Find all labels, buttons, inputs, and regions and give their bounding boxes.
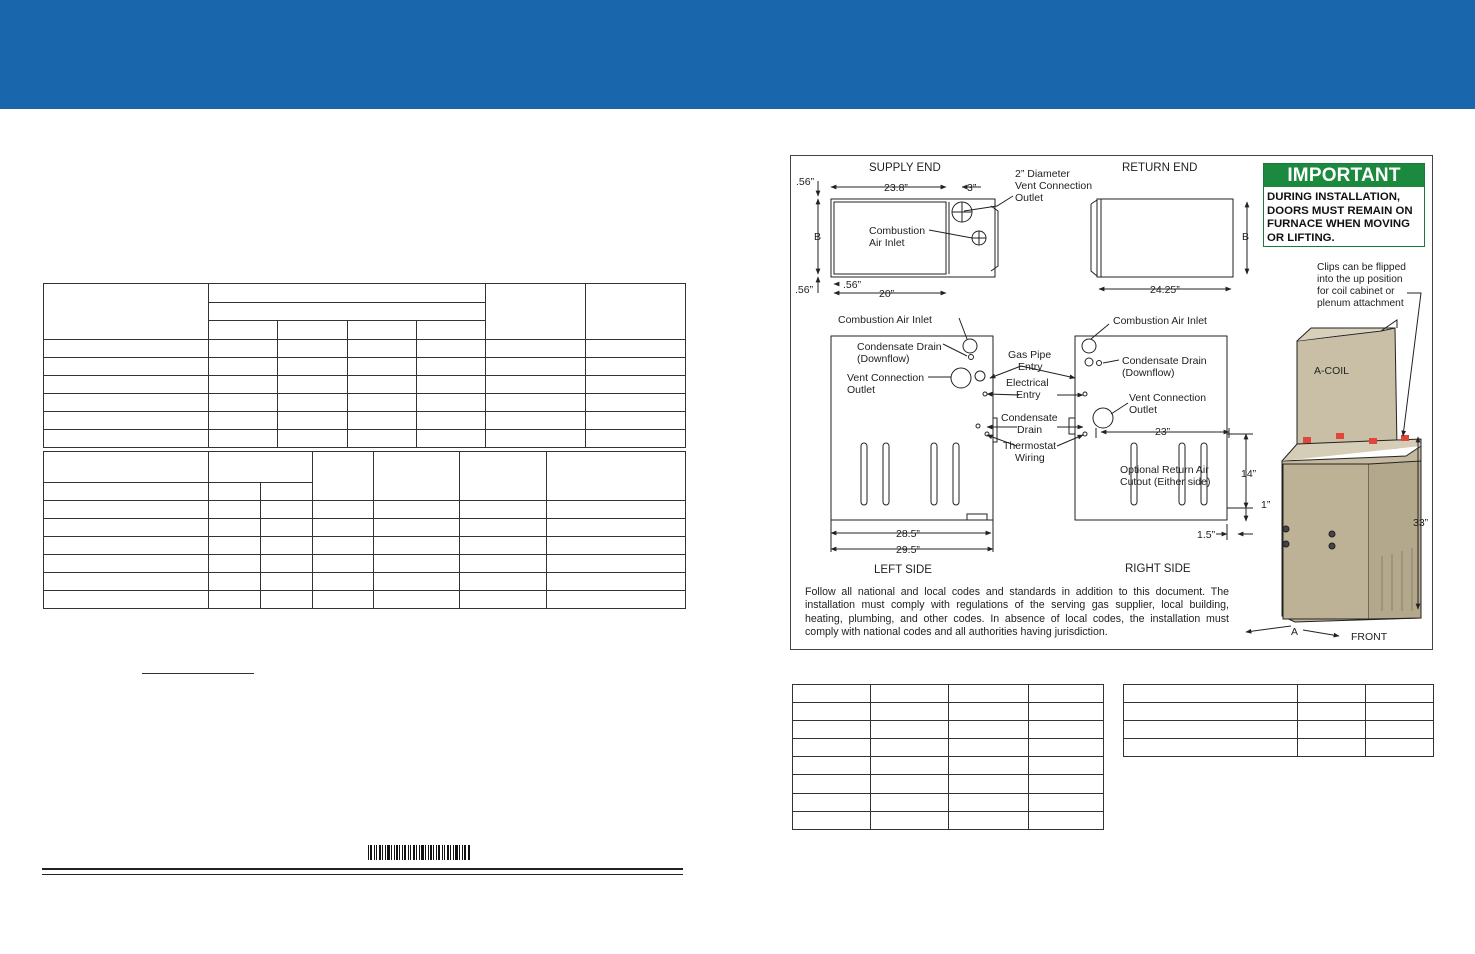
table-row — [44, 501, 686, 519]
table-row — [44, 573, 686, 591]
dim-1: 1” — [1261, 499, 1271, 511]
table-row — [44, 537, 686, 555]
front-label: FRONT — [1351, 631, 1388, 643]
important-title: IMPORTANT — [1264, 164, 1424, 187]
dim-b-left: B — [814, 231, 822, 243]
electrical-entry-1: Electrical — [1006, 377, 1049, 389]
supply-end-label: SUPPLY END — [869, 162, 941, 174]
right-combustion-inlet: Combustion Air Inlet — [1113, 315, 1207, 327]
dim-56-bottom: .56” — [795, 284, 814, 296]
clip-marker — [1401, 435, 1409, 441]
left-side-label: LEFT SIDE — [874, 564, 932, 576]
dim-20: 20” — [879, 288, 895, 300]
clip-marker — [1336, 433, 1344, 439]
table-row — [44, 412, 686, 430]
table-row — [44, 555, 686, 573]
dim-b-right: B — [1242, 231, 1250, 243]
left-vent-outlet-2: Outlet — [847, 384, 876, 396]
table-row — [44, 358, 686, 376]
a-coil-cabinet — [1297, 328, 1397, 456]
important-notice — [1263, 163, 1425, 247]
dim-28-5: 28.5” — [896, 528, 920, 540]
thermostat-wiring-2: Wiring — [1015, 452, 1045, 464]
table-row — [793, 721, 1104, 739]
dim-29-5: 29.5” — [896, 544, 920, 556]
supply-combustion-inlet-2: Air Inlet — [869, 237, 905, 249]
important-body: DURING INSTALLATION, DOORS MUST REMAIN ON FURNACE WHEN MOVING OR LIFTING. — [1267, 191, 1413, 244]
vent-outlet-top-2: Vent Connection — [1015, 180, 1093, 192]
spec-table-2 — [43, 451, 686, 609]
condensate-drain-2: Drain — [1017, 424, 1043, 436]
thermostat-wiring-1: Thermostat — [1003, 440, 1057, 452]
dim-1-5: 1.5” — [1197, 529, 1216, 541]
optional-return-air-1: Optional Return Air — [1120, 464, 1209, 476]
left-vent-outlet-1: Vent Connection — [847, 372, 925, 384]
table-row — [793, 757, 1104, 775]
clips-note-1: Clips can be flipped — [1317, 262, 1406, 273]
dim-33: 33” — [1413, 517, 1429, 529]
dim-56-top: .56” — [796, 176, 815, 188]
table-row — [44, 394, 686, 412]
right-condensate-drain-2: (Downflow) — [1122, 367, 1175, 379]
gas-pipe-entry-2: Entry — [1018, 361, 1043, 373]
table-row — [1124, 721, 1434, 739]
table-row — [793, 739, 1104, 757]
return-end-label: RETURN END — [1122, 162, 1198, 174]
right-vent-outlet-2: Outlet — [1129, 404, 1158, 416]
table-row — [44, 340, 686, 358]
table-row — [793, 775, 1104, 794]
clip-marker — [1303, 437, 1311, 443]
condensate-drain-1: Condensate — [1001, 412, 1058, 424]
spec-table-4 — [1123, 684, 1434, 757]
table-row — [793, 685, 1104, 703]
dim-23: 23” — [1155, 426, 1171, 438]
table-row — [44, 591, 686, 609]
right-vent-outlet-1: Vent Connection — [1129, 392, 1207, 404]
vent-outlet-top-3: Outlet — [1015, 192, 1044, 204]
spec-table-3 — [792, 684, 1104, 830]
clips-note-3: for coil cabinet or — [1317, 286, 1395, 297]
clips-note-2: into the up position — [1317, 274, 1403, 285]
dim-23-8: 23.8” — [884, 182, 908, 194]
footer-rule-thick — [42, 868, 683, 870]
clip-marker — [1369, 438, 1377, 444]
signature-line — [142, 673, 254, 674]
electrical-entry-2: Entry — [1016, 389, 1041, 401]
table-row — [44, 519, 686, 537]
return-end-box — [1097, 199, 1233, 277]
clips-note-4: plenum attachment — [1317, 298, 1404, 309]
table-row — [793, 703, 1104, 721]
dimensions-diagram — [790, 155, 1433, 650]
table-row — [793, 812, 1104, 830]
table-row — [44, 430, 686, 448]
dim-3: 3” — [967, 182, 977, 194]
optional-return-air-2: Cutout (Either side) — [1120, 476, 1211, 488]
dim-14: 14” — [1241, 468, 1257, 480]
right-side-label: RIGHT SIDE — [1125, 563, 1191, 575]
barcode-image — [368, 845, 470, 860]
table-row — [44, 376, 686, 394]
right-condensate-drain-1: Condensate Drain — [1122, 355, 1207, 367]
footer-rule-thin — [42, 874, 683, 875]
left-condensate-drain-1: Condensate Drain — [857, 341, 942, 353]
gas-pipe-entry-1: Gas Pipe — [1008, 349, 1052, 361]
table-row — [1124, 703, 1434, 721]
left-combustion-inlet: Combustion Air Inlet — [838, 314, 932, 326]
table-row — [1124, 685, 1434, 703]
codes-note: Follow all national and local codes and standards in addition to this document. The installation must comply with regulations of the serving gas supplier, local building, heating, plumbing, and other codes. In absence of local codes, the installation must comply with national codes and all authorities having jurisdiction. — [805, 586, 1229, 639]
dim-a: A — [1291, 626, 1299, 638]
vent-outlet-top-1: 2” Diameter — [1015, 168, 1070, 180]
header-banner — [0, 0, 1475, 109]
dim-56-inner: .56” — [843, 279, 862, 291]
spec-table-1 — [43, 283, 686, 448]
supply-combustion-inlet-1: Combustion — [869, 225, 926, 237]
table-row — [793, 794, 1104, 812]
left-condensate-drain-2: (Downflow) — [857, 353, 910, 365]
left-side-box — [831, 336, 993, 520]
a-coil-label: A-COIL — [1314, 365, 1350, 377]
dim-24-25: 24.25” — [1150, 284, 1180, 296]
table-row — [1124, 739, 1434, 757]
